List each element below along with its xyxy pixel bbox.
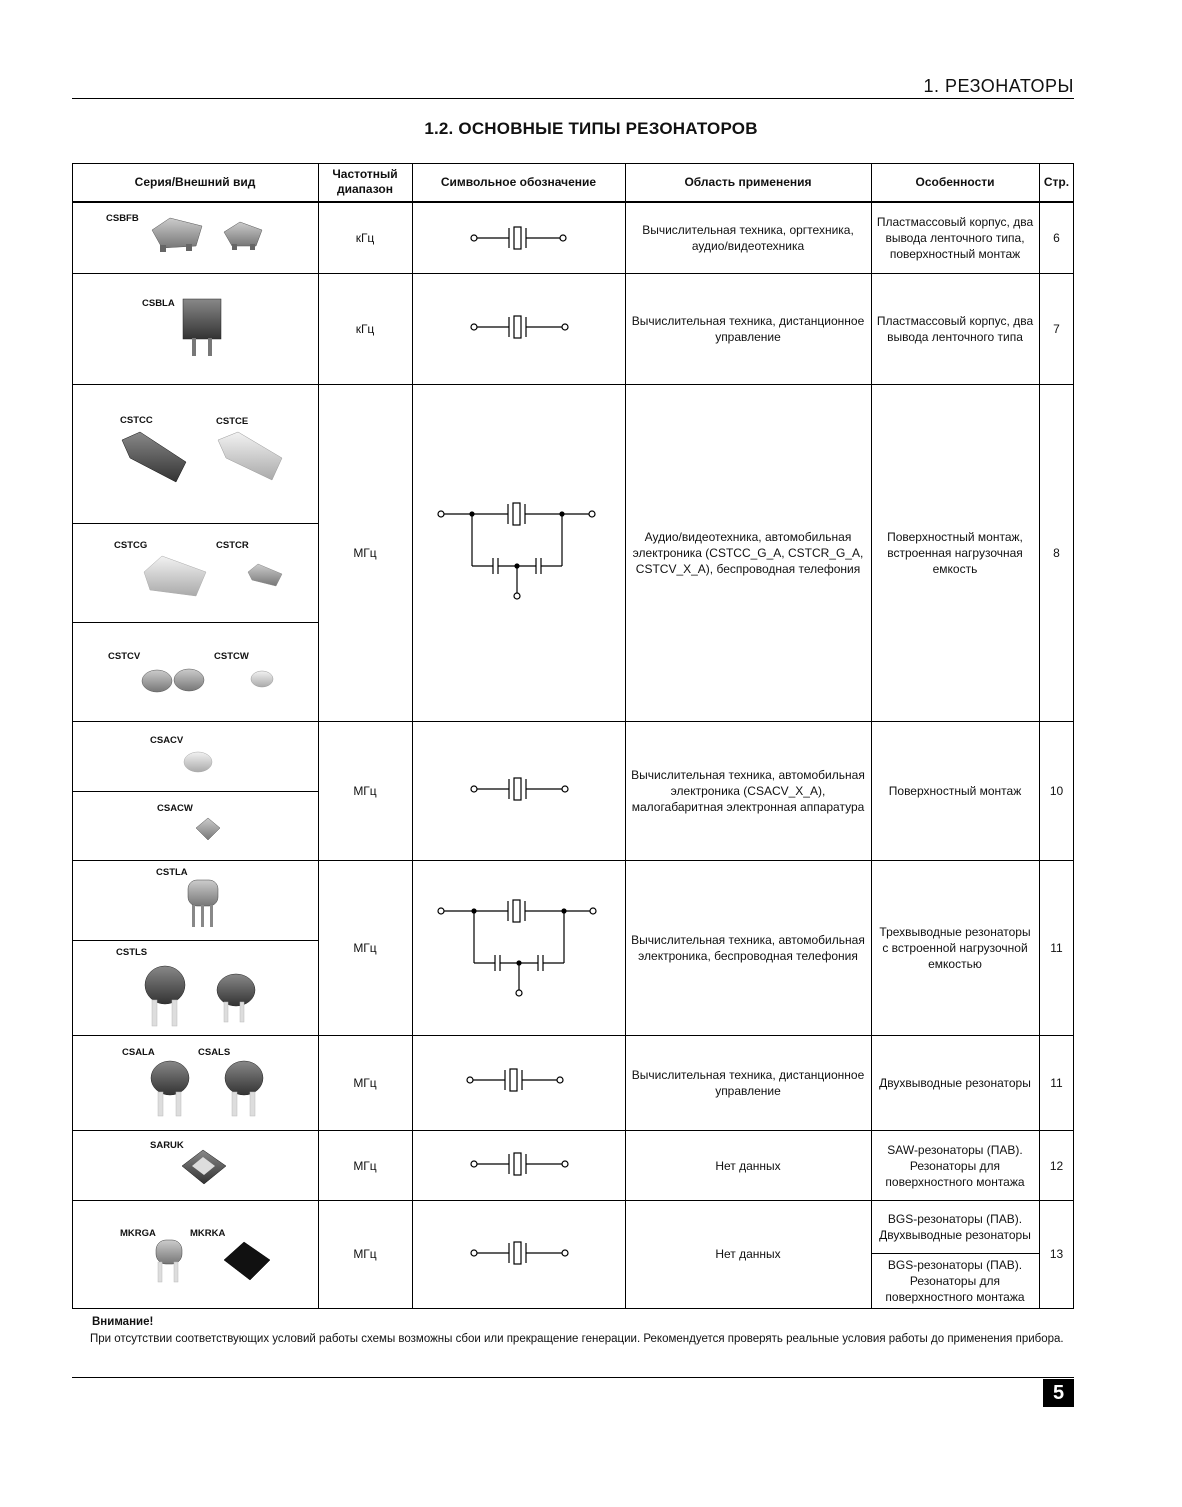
- features-cell: BGS-резонаторы (ПАВ). Резонаторы для поверхностного монтажа: [885, 1258, 1025, 1304]
- features-cell: Пластмассовый корпус, два вывода ленточного типа: [876, 314, 1034, 344]
- series-label: CSTCC: [120, 415, 153, 426]
- series-label: CSTLS: [116, 947, 148, 958]
- range-cell: МГц: [353, 546, 377, 560]
- features-cell: Поверхностный монтаж: [888, 784, 1022, 798]
- col-header-page: Стр.: [1043, 174, 1070, 189]
- application-cell: Вычислительная техника, автомобильная электроника, беспроводная телефония: [631, 933, 865, 963]
- three-terminal-resonator-symbol: [438, 503, 595, 599]
- page-cell: 13: [1049, 1247, 1064, 1261]
- range-cell: МГц: [353, 941, 377, 955]
- col-header-series: Серия/Внешний вид: [134, 174, 256, 189]
- series-label: CSTCW: [214, 651, 249, 662]
- series-label: CSBLA: [142, 298, 175, 309]
- series-label: MKRGA: [120, 1228, 156, 1239]
- page-number: 5: [1043, 1379, 1074, 1407]
- application-cell: Вычислительная техника, дистанционное управление: [631, 314, 865, 344]
- col-header-features: Особенности: [915, 174, 995, 189]
- page-cell: 7: [1053, 322, 1060, 336]
- series-label: CSTCR: [216, 540, 249, 551]
- page-cell: 10: [1049, 784, 1064, 798]
- application-cell: Вычислительная техника, автомобильная электроника (CSACV_X_A), малогабаритная электронная аппаратура: [631, 768, 865, 814]
- col-header-range: Частотный диапазон: [332, 167, 398, 196]
- page-cell: 11: [1050, 1076, 1063, 1090]
- series-label: CSTLA: [156, 867, 188, 878]
- two-terminal-resonator-symbol: [471, 227, 566, 249]
- note-heading: Внимание!: [92, 1316, 154, 1328]
- col-header-application: Область применения: [684, 174, 812, 189]
- page-cell: 8: [1053, 546, 1060, 560]
- application-cell: Аудио/видеотехника, автомобильная электроника (CSTCC_G_A, CSTCR_G_A, CSTCV_X_A), беспроводная телефония: [632, 530, 864, 576]
- running-header: 1. РЕЗОНАТОРЫ: [923, 76, 1074, 96]
- range-cell: МГц: [353, 784, 377, 798]
- application-cell: Нет данных: [715, 1247, 781, 1261]
- series-label: CSTCV: [108, 651, 141, 662]
- note-text: При отсутствии соответствующих условий работы схемы возможны сбои или прекращение генерации. Рекомендуется проверять реальные условия работы до применения прибора.: [90, 1333, 1064, 1345]
- series-label: MKRKA: [190, 1228, 226, 1239]
- range-cell: МГц: [353, 1158, 377, 1173]
- features-cell: BGS-резонаторы (ПАВ). Двухвыводные резонаторы: [879, 1212, 1031, 1242]
- range-cell: МГц: [353, 1247, 377, 1261]
- page-cell: 6: [1053, 231, 1060, 245]
- series-label: SARUK: [150, 1140, 184, 1151]
- col-header-symbol: Символьное обозначение: [440, 174, 597, 189]
- application-cell: Вычислительная техника, оргтехника, аудио/видеотехника: [642, 223, 854, 253]
- three-terminal-resonator-symbol: [438, 900, 596, 996]
- features-cell: Пластмассовый корпус, два вывода ленточного типа, поверхностный монтаж: [876, 215, 1034, 261]
- features-cell: Двухвыводные резонаторы: [879, 1076, 1031, 1090]
- series-label: CSACW: [157, 803, 193, 814]
- range-cell: кГц: [355, 322, 375, 336]
- range-cell: кГц: [355, 231, 375, 245]
- series-label: CSALS: [198, 1047, 231, 1058]
- series-label: CSTCE: [216, 416, 249, 427]
- features-cell: Поверхностный монтаж, встроенная нагрузочная емкость: [887, 530, 1023, 576]
- two-terminal-resonator-symbol: [471, 1153, 568, 1175]
- section-title: 1.2. ОСНОВНЫЕ ТИПЫ РЕЗОНАТОРОВ: [424, 119, 758, 138]
- page-cell: 12: [1049, 1158, 1064, 1173]
- application-cell: Вычислительная техника, дистанционное управление: [631, 1068, 865, 1098]
- series-label: CSTCG: [114, 540, 148, 551]
- range-cell: МГц: [353, 1076, 377, 1090]
- two-terminal-resonator-symbol: [471, 1242, 568, 1264]
- features-cell: Трехвыводные резонаторы с встроенной нагрузочной емкостью: [879, 925, 1031, 971]
- two-terminal-resonator-symbol: [471, 316, 568, 338]
- features-cell: SAW-резонаторы (ПАВ). Резонаторы для поверхностного монтажа: [885, 1142, 1025, 1189]
- two-terminal-resonator-symbol: [471, 778, 568, 800]
- footer-rule: [72, 1377, 1074, 1378]
- series-label: CSALA: [122, 1047, 155, 1058]
- application-cell: Нет данных: [715, 1158, 781, 1173]
- page-cell: 11: [1050, 941, 1063, 955]
- series-label: CSACV: [150, 735, 184, 746]
- series-label: CSBFB: [106, 213, 139, 224]
- two-terminal-resonator-symbol: [467, 1069, 563, 1091]
